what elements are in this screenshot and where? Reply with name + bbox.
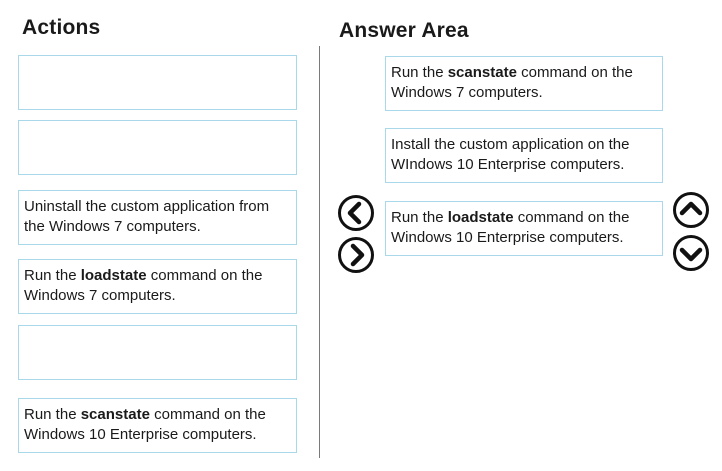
answer-area-heading: Answer Area bbox=[339, 19, 469, 42]
answer-item-install-app[interactable] bbox=[385, 128, 663, 183]
answer-item-scanstate-win7[interactable]: Run the scanstate command on the Windows 7 computers. bbox=[385, 56, 663, 111]
answer-item-text: Install the custom application on the WIndows 10 Enterprise computers. bbox=[391, 136, 630, 173]
action-item-text: Run the bbox=[24, 267, 81, 284]
column-divider bbox=[319, 46, 320, 458]
move-right-button[interactable] bbox=[337, 236, 375, 274]
answer-item-text: Run the bbox=[391, 209, 448, 226]
move-up-button[interactable] bbox=[672, 191, 710, 229]
chevron-up-icon bbox=[672, 191, 710, 229]
move-left-button[interactable] bbox=[337, 194, 375, 232]
chevron-right-icon bbox=[337, 236, 375, 274]
answer-item-loadstate-win10[interactable]: Run the loadstate command on the Windows 10 Enterprise computers. bbox=[385, 201, 663, 256]
actions-heading: Actions bbox=[22, 16, 101, 39]
command-name: scanstate bbox=[80, 406, 150, 423]
action-item-empty-2[interactable] bbox=[18, 120, 297, 175]
answer-item-text: Run the bbox=[391, 64, 448, 81]
action-item-scanstate-win10[interactable]: Run the scanstate command on the Windows 10 Enterprise computers. bbox=[18, 398, 297, 453]
action-item-text: Uninstall the custom application from the Windows 7 computers. bbox=[24, 198, 270, 235]
action-item-empty-1[interactable] bbox=[18, 55, 297, 110]
chevron-left-icon bbox=[337, 194, 375, 232]
action-item-text: Run the bbox=[24, 406, 81, 423]
chevron-down-icon bbox=[672, 234, 710, 272]
command-name: scanstate bbox=[447, 64, 517, 81]
action-item-uninstall[interactable] bbox=[18, 190, 297, 245]
command-name: loadstate bbox=[447, 209, 514, 226]
action-item-empty-3[interactable] bbox=[18, 325, 297, 380]
command-name: loadstate bbox=[80, 267, 147, 284]
action-item-loadstate-win7[interactable]: Run the loadstate command on the Windows 7 computers. bbox=[18, 259, 297, 314]
move-down-button[interactable] bbox=[672, 234, 710, 272]
